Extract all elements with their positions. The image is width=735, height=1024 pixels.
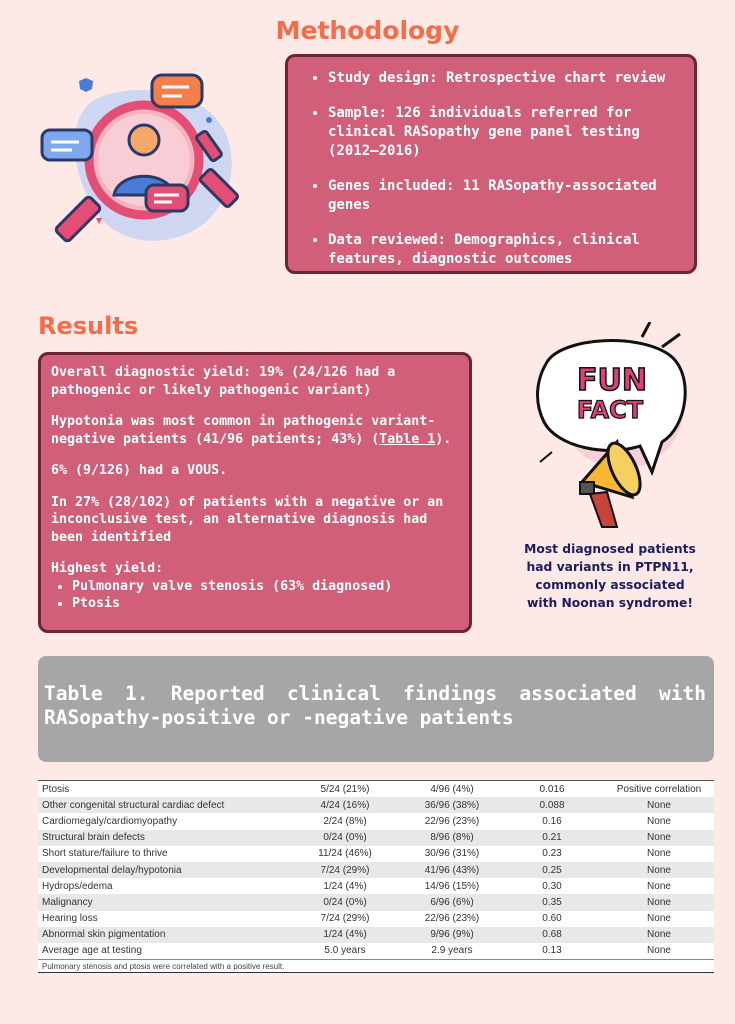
table-cell: 0.16 [542,815,562,827]
table-cell: 8/96 (8%) [400,830,500,846]
table-cell: None [600,797,714,813]
table-cell: 4/24 (16%) [286,797,400,813]
fun-fact-text: Most diagnosed patients had variants in PTPN11, commonly associated with Noonan syndrome! [524,542,696,610]
table-cell: 0.23 [542,848,562,860]
results-vous: 6% (9/126) had a VOUS. [51,463,228,478]
table-cell: Cardiomegaly/cardiomyopathy [42,815,178,827]
results-yield: Overall diagnostic yield: 19% (24/126 had a pathogenic or likely pathogenic variant) [51,365,396,398]
table-cell: None [647,913,671,925]
fun-fact-label: FUN [577,363,647,398]
table-cell: 30/96 (31%) [424,848,480,860]
table-cell: 0.25 [500,862,600,878]
table-cell: 14/96 (15%) [424,880,480,892]
table-cell: 0.60 [542,913,562,925]
table-cell: 0.30 [542,880,562,892]
table-cell: None [647,945,671,957]
methodology-bullet: • Study design: Retrospective chart review [328,69,682,88]
table-row [38,830,714,846]
table-cell: 0.35 [500,894,600,910]
table-cell: 0/24 (0%) [286,830,400,846]
table-cell: 22/96 (23%) [424,913,480,925]
table-caption: Table 1. Reported clinical findings associated with RASopathy-positive or -negative patients [38,656,714,762]
table-row [38,797,714,813]
table-cell: Other congenital structural cardiac defect [38,797,286,813]
magnifier-person-illustration [34,60,254,260]
table-row [38,813,714,829]
table-cell: 5.0 years [324,945,366,957]
table-cell: 2.9 years [431,945,473,957]
table-cell: 11/24 (46%) [318,848,372,860]
table-row [38,846,714,862]
table-footnote: Pulmonary stenosis and ptosis were correlated with a positive result. [38,960,714,973]
table-cell: 36/96 (38%) [400,797,500,813]
methodology-bullet: • Data reviewed: Demographics, clinical features, diagnostic outcomes [328,231,682,269]
table-cell: 1/24 (4%) [286,927,400,943]
results-heading: Results [38,312,139,340]
table-row [38,927,714,943]
methodology-bullet: • Genes included: 11 RASopathy-associated genes [328,177,682,215]
fun-fact-label: FACT [576,396,644,424]
table-cell: Malignancy [38,894,286,910]
table-1-link[interactable]: Table 1 [379,431,436,447]
results-box [38,352,472,633]
table-cell: 0.68 [500,927,600,943]
highest-yield-label: Highest yield: [51,561,164,576]
table-cell: None [600,894,714,910]
table-cell: 5/24 (21%) [320,783,370,795]
table-cell: 4/96 (4%) [430,783,474,795]
methodology-box [285,54,697,274]
table-cell: Abnormal skin pigmentation [38,927,286,943]
table-row [38,894,714,910]
table-cell: None [600,862,714,878]
highest-yield-item: • Ptosis [72,595,459,613]
table-row [38,781,714,798]
table-cell: 9/96 (9%) [400,927,500,943]
table-row [38,862,714,878]
table-cell: 2/24 (8%) [323,815,367,827]
megaphone-illustration [522,322,702,537]
results-hypotonia: Hypotonia was most common in pathogenic variant-negative patients (41/96 patients; 43%) (Table 1). [51,414,452,447]
table-cell: None [647,880,671,892]
table-row [38,911,714,927]
table-cell: Average age at testing [42,945,142,957]
table-cell: 0.016 [539,783,565,795]
table-cell: 7/24 (29%) [320,913,370,925]
table-cell: 0.21 [500,830,600,846]
table-footnote-row [38,960,714,973]
table-cell: Structural brain defects [38,830,286,846]
findings-table [38,780,714,973]
table-row [38,943,714,960]
table-cell: None [600,830,714,846]
table-cell: Hearing loss [42,913,98,925]
table-cell: 0/24 (0%) [286,894,400,910]
table-cell: 0.088 [500,797,600,813]
table-cell: Ptosis [42,783,70,795]
methodology-bullet: • Sample: 126 individuals referred for clinical RASopathy gene panel testing (2012–2016) [328,104,682,161]
table-cell: 1/24 (4%) [323,880,367,892]
table-cell: None [600,927,714,943]
table-cell: None [647,848,671,860]
table-cell: 6/96 (6%) [400,894,500,910]
table-cell: Positive correlation [616,783,702,795]
results-alternative: In 27% (28/102) of patients with a negative or an inconclusive test, an alternative diagnosis had been identified [51,494,444,545]
table-cell: 41/96 (43%) [400,862,500,878]
table-cell: 22/96 (23%) [424,815,480,827]
table-cell: Short stature/failure to thrive [42,848,168,860]
highest-yield-item: • Pulmonary valve stenosis (63% diagnosed) [72,578,459,596]
table-cell: 7/24 (29%) [286,862,400,878]
methodology-heading: Methodology [275,16,460,45]
table-cell: None [647,815,671,827]
table-cell: Hydrops/edema [42,880,113,892]
table-cell: Developmental delay/hypotonia [38,862,286,878]
table-row [38,878,714,894]
table-cell: 0.13 [542,945,562,957]
